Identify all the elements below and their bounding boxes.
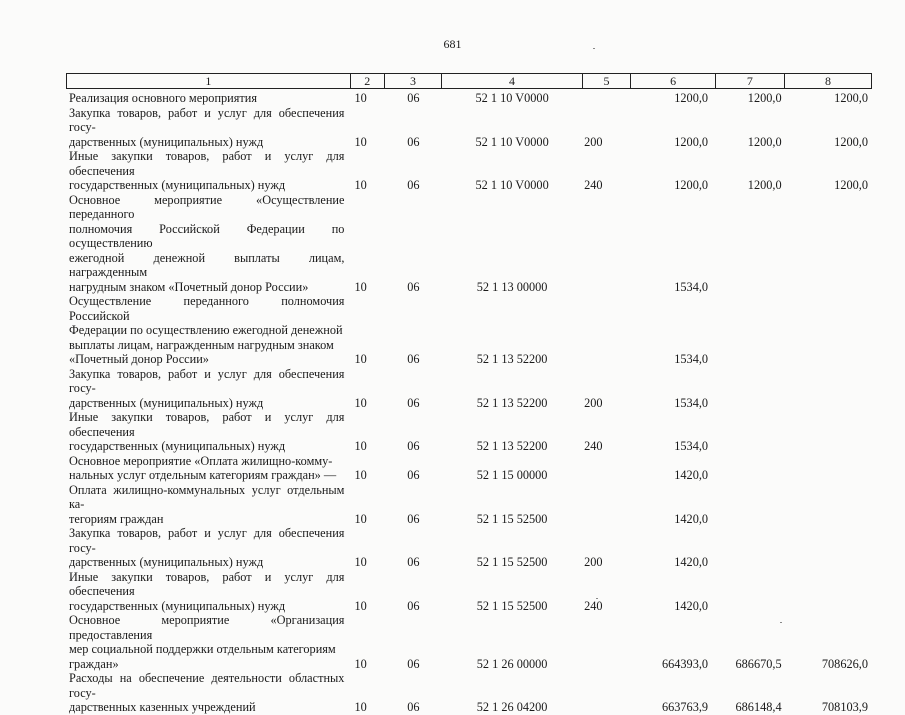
table-row — [66, 294, 872, 367]
cell-col-5: 200 — [584, 555, 603, 569]
cell-col-3: 06 — [407, 134, 420, 149]
description-line: дарственных (муниципальных) нужд — [69, 395, 264, 410]
row-description — [66, 149, 350, 193]
description-line: выплаты лицам, награжденным нагрудным знаком — [69, 337, 334, 352]
cell-col-3: 06 — [407, 700, 420, 714]
row-description — [66, 193, 350, 295]
cell-col-4: 52 1 15 52500 — [476, 511, 548, 526]
cell-col-5: 240 — [584, 178, 603, 192]
description-line: Расходы на обеспечение деятельности областных госу- — [69, 671, 345, 700]
scan-speck — [596, 598, 598, 599]
description-line: Иные закупки товаров, работ и услуг для обеспечения — [69, 410, 345, 439]
description-line: Федерации по осуществлению ежегодной денежной — [69, 323, 343, 337]
table-header — [66, 73, 872, 89]
row-description — [66, 671, 350, 715]
header-col-4: 4 — [442, 74, 582, 88]
description-line: ежегодной денежной выплаты лицам, награжденным — [69, 250, 345, 279]
table-row — [66, 106, 872, 150]
cell-col-4: 52 1 13 52200 — [476, 395, 548, 410]
cell-col-2: 10 — [354, 178, 367, 192]
cell-col-4: 52 1 13 00000 — [476, 279, 548, 294]
cell-col-6: 1534,0 — [674, 352, 709, 366]
cell-col-8: 1200,0 — [834, 178, 868, 192]
cell-col-7: 686148,4 — [735, 700, 782, 714]
table-row — [66, 91, 872, 106]
cell-col-3: 06 — [407, 598, 420, 613]
cell-col-3: 06 — [407, 91, 420, 105]
cell-col-3: 06 — [407, 279, 420, 294]
page-number: 681 — [443, 37, 462, 51]
description-line: нальных услуг отдельным категориям граждан» — — [69, 468, 337, 482]
cell-col-2: 10 — [354, 468, 367, 482]
cell-col-7: 1200,0 — [747, 134, 782, 149]
description-line: Осуществление переданного полномочия Российской — [69, 294, 345, 323]
table-row — [66, 613, 872, 671]
description-line: Основное мероприятие «Осуществление переданного — [69, 192, 345, 221]
row-description — [66, 91, 350, 106]
cell-col-4: 52 1 26 04200 — [476, 700, 548, 714]
cell-col-8: 708103,9 — [821, 700, 868, 714]
cell-col-2: 10 — [354, 352, 367, 366]
cell-col-2: 10 — [354, 395, 367, 410]
description-line: «Почетный донор России» — [69, 352, 209, 366]
row-description — [66, 106, 350, 150]
row-description — [66, 483, 350, 527]
cell-col-6: 1200,0 — [674, 178, 709, 192]
cell-col-5: 240 — [584, 598, 603, 613]
row-description — [66, 294, 350, 367]
description-line: государственных (муниципальных) нужд — [69, 598, 286, 613]
cell-col-4: 52 1 26 00000 — [476, 656, 548, 671]
cell-col-6: 1420,0 — [674, 511, 709, 526]
cell-col-6: 663763,9 — [661, 700, 709, 714]
header-col-3: 3 — [385, 74, 443, 88]
description-line: дарственных (муниципальных) нужд — [69, 555, 264, 569]
cell-col-3: 06 — [407, 468, 420, 482]
cell-col-4: 52 1 10 V0000 — [475, 178, 549, 192]
description-line: полномочия Российской Федерации по осуществлению — [69, 221, 345, 250]
scan-speck — [593, 48, 595, 49]
cell-col-6: 1534,0 — [674, 279, 709, 294]
cell-col-6: 1420,0 — [674, 468, 709, 482]
description-line: государственных (муниципальных) нужд — [69, 439, 286, 453]
table-row — [66, 454, 872, 483]
description-line: дарственных (муниципальных) нужд — [69, 134, 264, 149]
description-line: нагрудным знаком «Почетный донор России» — [69, 279, 309, 294]
cell-col-2: 10 — [354, 555, 367, 569]
description-line: Закупка товаров, работ и услуг для обеспечения госу- — [69, 526, 345, 555]
cell-col-8: 1200,0 — [834, 134, 868, 149]
cell-col-3: 06 — [407, 555, 420, 569]
cell-col-3: 06 — [407, 656, 420, 671]
cell-col-6: 1420,0 — [674, 555, 709, 569]
table-row — [66, 483, 872, 527]
header-col-2: 2 — [351, 74, 385, 88]
cell-col-8: 708626,0 — [821, 656, 868, 671]
table-row — [66, 367, 872, 411]
cell-col-6: 1420,0 — [674, 598, 709, 613]
header-col-1: 1 — [67, 74, 351, 88]
description-line: Закупка товаров, работ и услуг для обеспечения госу- — [69, 366, 345, 395]
header-col-6: 6 — [631, 74, 715, 88]
description-line: государственных (муниципальных) нужд — [69, 178, 286, 192]
description-line: мер социальной поддержки отдельным категориям — [69, 642, 336, 656]
cell-col-6: 664393,0 — [661, 656, 709, 671]
cell-col-5: 200 — [584, 395, 603, 410]
table-row — [66, 193, 872, 295]
cell-col-7: 1200,0 — [747, 91, 782, 105]
cell-col-2: 10 — [354, 279, 367, 294]
cell-col-3: 06 — [407, 511, 420, 526]
table-row — [66, 526, 872, 570]
row-description — [66, 526, 350, 570]
description-line: Иные закупки товаров, работ и услуг для обеспечения — [69, 149, 345, 178]
table-row — [66, 149, 872, 193]
cell-col-7: 686670,5 — [735, 656, 782, 671]
description-line: тегориям граждан — [69, 511, 164, 526]
row-description — [66, 410, 350, 454]
cell-col-4: 52 1 10 V0000 — [475, 91, 549, 105]
cell-col-6: 1200,0 — [674, 91, 709, 105]
cell-col-6: 1534,0 — [674, 439, 709, 453]
description-line: Реализация основного мероприятия — [69, 91, 258, 105]
cell-col-4: 52 1 10 V0000 — [475, 134, 549, 149]
cell-col-2: 10 — [354, 134, 367, 149]
cell-col-4: 52 1 13 52200 — [476, 352, 548, 366]
cell-col-6: 1534,0 — [674, 395, 709, 410]
description-line: Основное мероприятие «Оплата жилищно-комму- — [69, 453, 333, 468]
cell-col-6: 1200,0 — [674, 134, 709, 149]
description-line: Закупка товаров, работ и услуг для обеспечения госу- — [69, 105, 345, 134]
cell-col-5: 240 — [584, 439, 603, 453]
description-line: дарственных казенных учреждений — [69, 700, 256, 714]
cell-col-7: 1200,0 — [747, 178, 782, 192]
row-description — [66, 570, 350, 614]
scan-speck — [780, 622, 782, 623]
header-col-7: 7 — [716, 74, 785, 88]
cell-col-5: 200 — [584, 134, 603, 149]
cell-col-2: 10 — [354, 656, 367, 671]
cell-col-2: 10 — [354, 511, 367, 526]
cell-col-2: 10 — [354, 439, 367, 453]
row-description — [66, 454, 350, 483]
cell-col-4: 52 1 13 52200 — [476, 439, 548, 453]
cell-col-4: 52 1 15 52500 — [476, 598, 548, 613]
row-description — [66, 613, 350, 671]
description-line: Иные закупки товаров, работ и услуг для обеспечения — [69, 569, 345, 598]
cell-col-3: 06 — [407, 439, 420, 453]
row-description — [66, 367, 350, 411]
cell-col-4: 52 1 15 00000 — [476, 468, 548, 482]
header-col-8: 8 — [825, 74, 831, 88]
description-line: Основное мероприятие «Организация предоставления — [69, 613, 345, 642]
table-body — [66, 91, 872, 715]
cell-col-2: 10 — [354, 91, 367, 105]
cell-col-2: 10 — [354, 598, 367, 613]
cell-col-8: 1200,0 — [834, 91, 868, 105]
header-col-5: 5 — [583, 74, 632, 88]
cell-col-2: 10 — [354, 700, 367, 714]
cell-col-3: 06 — [407, 395, 420, 410]
table-row — [66, 410, 872, 454]
cell-col-3: 06 — [407, 352, 420, 366]
description-line: Оплата жилищно-коммунальных услуг отдельным ка- — [69, 482, 345, 511]
table-row — [66, 671, 872, 715]
cell-col-4: 52 1 15 52500 — [476, 555, 548, 569]
cell-col-3: 06 — [407, 178, 420, 192]
description-line: граждан» — [69, 656, 119, 671]
table-row — [66, 570, 872, 614]
